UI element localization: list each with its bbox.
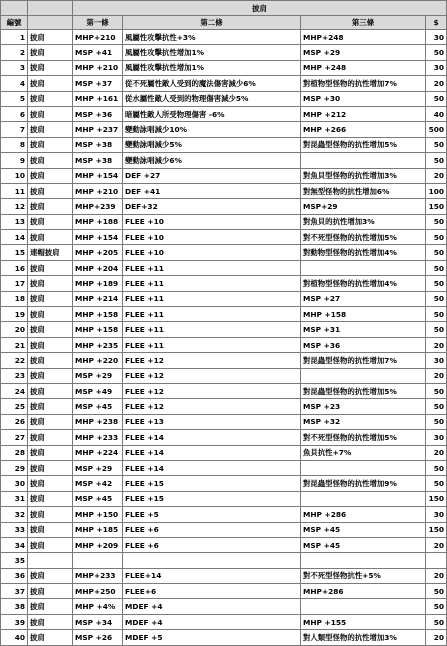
item-type-cell: 披肩 bbox=[28, 322, 73, 337]
price-cell: 50 bbox=[426, 153, 447, 168]
stat-first-cell: MHP +154 bbox=[73, 230, 123, 245]
stat-second-cell bbox=[123, 553, 301, 568]
stat-first-cell: MHP +224 bbox=[73, 445, 123, 460]
stat-third-cell: MHP +212 bbox=[301, 106, 426, 121]
item-type-cell: 披肩 bbox=[28, 630, 73, 645]
item-type-cell: 披肩 bbox=[28, 45, 73, 60]
stat-first-cell: MHP +204 bbox=[73, 260, 123, 275]
table-row bbox=[1, 507, 447, 522]
price-cell: 20 bbox=[426, 445, 447, 460]
table-row bbox=[1, 630, 447, 645]
table-row bbox=[1, 584, 447, 599]
price-cell: 50 bbox=[426, 137, 447, 152]
row-id-cell: 35 bbox=[1, 553, 28, 568]
row-id-cell: 23 bbox=[1, 368, 28, 383]
stat-second-cell: FLEE +13 bbox=[123, 414, 301, 429]
table-row bbox=[1, 460, 447, 475]
item-type-cell: 披肩 bbox=[28, 445, 73, 460]
price-cell: 50 bbox=[426, 584, 447, 599]
header-third-line: 第三條 bbox=[301, 16, 426, 30]
row-id-cell: 25 bbox=[1, 399, 28, 414]
item-type-cell: 披肩 bbox=[28, 137, 73, 152]
price-cell: 20 bbox=[426, 630, 447, 645]
stat-first-cell: MSP +36 bbox=[73, 106, 123, 121]
stat-second-cell: FLEE +10 bbox=[123, 230, 301, 245]
stat-first-cell: MHP +220 bbox=[73, 353, 123, 368]
table-row bbox=[1, 291, 447, 306]
item-type-cell: 披肩 bbox=[28, 153, 73, 168]
table-row bbox=[1, 383, 447, 398]
price-cell: 150 bbox=[426, 491, 447, 506]
stat-second-cell: FLEE +6 bbox=[123, 522, 301, 537]
item-type-cell: 披肩 bbox=[28, 430, 73, 445]
stat-second-cell: FLEE+14 bbox=[123, 568, 301, 583]
price-cell: 100 bbox=[426, 183, 447, 198]
stat-third-cell: MHP+286 bbox=[301, 584, 426, 599]
stat-first-cell: MHP +154 bbox=[73, 168, 123, 183]
row-id-cell: 9 bbox=[1, 153, 28, 168]
price-cell: 50 bbox=[426, 260, 447, 275]
row-id-cell: 32 bbox=[1, 507, 28, 522]
price-cell: 50 bbox=[426, 414, 447, 429]
row-id-cell: 36 bbox=[1, 568, 28, 583]
stat-third-cell: MHP +266 bbox=[301, 122, 426, 137]
stat-first-cell: MSP +29 bbox=[73, 368, 123, 383]
stat-second-cell: FLEE +12 bbox=[123, 353, 301, 368]
price-cell: 50 bbox=[426, 383, 447, 398]
stat-first-cell: MHP +210 bbox=[73, 183, 123, 198]
item-type-cell: 披肩 bbox=[28, 399, 73, 414]
item-type-cell: 披肩 bbox=[28, 307, 73, 322]
stat-first-cell: MHP+239 bbox=[73, 199, 123, 214]
stat-second-cell: FLEE+6 bbox=[123, 584, 301, 599]
table-row bbox=[1, 137, 447, 152]
stat-first-cell: MHP +158 bbox=[73, 307, 123, 322]
stat-first-cell: MSP +49 bbox=[73, 383, 123, 398]
header-type bbox=[28, 16, 73, 30]
stat-first-cell: MHP +158 bbox=[73, 322, 123, 337]
row-id-cell: 17 bbox=[1, 276, 28, 291]
stat-second-cell: DEF+32 bbox=[123, 199, 301, 214]
stat-third-cell: 對無型怪物的抗性增加6% bbox=[301, 183, 426, 198]
price-cell: 20 bbox=[426, 568, 447, 583]
stat-second-cell: 從不死屬性敵人受到的魔法傷害減少6% bbox=[123, 76, 301, 91]
item-type-cell: 披肩 bbox=[28, 568, 73, 583]
table-row bbox=[1, 30, 447, 45]
table-row bbox=[1, 260, 447, 275]
price-cell: 50 bbox=[426, 599, 447, 614]
stat-second-cell: FLEE +11 bbox=[123, 307, 301, 322]
stat-second-cell: FLEE +11 bbox=[123, 260, 301, 275]
stat-first-cell: MHP +209 bbox=[73, 537, 123, 552]
price-cell: 50 bbox=[426, 214, 447, 229]
row-id-cell: 21 bbox=[1, 337, 28, 352]
stat-third-cell: MSP +36 bbox=[301, 337, 426, 352]
row-id-cell: 12 bbox=[1, 199, 28, 214]
row-id-cell: 29 bbox=[1, 460, 28, 475]
price-cell: 30 bbox=[426, 507, 447, 522]
stat-second-cell: 暗屬性敵人所受物理傷害 -6% bbox=[123, 106, 301, 121]
stat-third-cell: 對昆蟲型怪物的抗性增加5% bbox=[301, 137, 426, 152]
stat-third-cell bbox=[301, 153, 426, 168]
item-type-cell: 披肩 bbox=[28, 368, 73, 383]
blank-header-cell bbox=[28, 1, 73, 16]
stat-first-cell: MHP +237 bbox=[73, 122, 123, 137]
stat-second-cell: FLEE +15 bbox=[123, 476, 301, 491]
stat-first-cell: MHP +150 bbox=[73, 507, 123, 522]
row-id-cell: 8 bbox=[1, 137, 28, 152]
item-type-cell: 披肩 bbox=[28, 91, 73, 106]
price-cell: 150 bbox=[426, 199, 447, 214]
table-row bbox=[1, 430, 447, 445]
stat-second-cell: FLEE +11 bbox=[123, 337, 301, 352]
item-type-cell: 披肩 bbox=[28, 460, 73, 475]
price-cell: 30 bbox=[426, 430, 447, 445]
stat-first-cell: MHP +210 bbox=[73, 60, 123, 75]
row-id-cell: 18 bbox=[1, 291, 28, 306]
item-type-cell: 披肩 bbox=[28, 199, 73, 214]
item-type-cell: 披肩 bbox=[28, 507, 73, 522]
stat-first-cell: MSP +41 bbox=[73, 45, 123, 60]
stat-second-cell: FLEE +10 bbox=[123, 214, 301, 229]
row-id-cell: 27 bbox=[1, 430, 28, 445]
stat-second-cell: MDEF +5 bbox=[123, 630, 301, 645]
item-type-cell: 披肩 bbox=[28, 168, 73, 183]
row-id-cell: 14 bbox=[1, 230, 28, 245]
row-id-cell: 15 bbox=[1, 245, 28, 260]
stat-first-cell: MSP +38 bbox=[73, 137, 123, 152]
stat-first-cell: MHP +238 bbox=[73, 414, 123, 429]
stat-third-cell: MSP +32 bbox=[301, 414, 426, 429]
stat-third-cell bbox=[301, 491, 426, 506]
price-cell: 50 bbox=[426, 276, 447, 291]
stat-second-cell: FLEE +5 bbox=[123, 507, 301, 522]
stat-third-cell bbox=[301, 599, 426, 614]
price-cell: 20 bbox=[426, 537, 447, 552]
row-id-cell: 3 bbox=[1, 60, 28, 75]
item-type-cell: 披肩 bbox=[28, 614, 73, 629]
item-type-cell: 披肩 bbox=[28, 76, 73, 91]
stat-third-cell: MSP +45 bbox=[301, 522, 426, 537]
price-cell: 20 bbox=[426, 168, 447, 183]
stat-third-cell: MSP +30 bbox=[301, 91, 426, 106]
stat-third-cell bbox=[301, 553, 426, 568]
stat-third-cell: 對植物型怪物的抗性增加7% bbox=[301, 76, 426, 91]
table-row bbox=[1, 414, 447, 429]
stat-second-cell: 變動詠唱減少10% bbox=[123, 122, 301, 137]
table-row bbox=[1, 214, 447, 229]
stat-third-cell: 對昆蟲型怪物的抗性增加7% bbox=[301, 353, 426, 368]
row-id-cell: 11 bbox=[1, 183, 28, 198]
price-cell: 30 bbox=[426, 60, 447, 75]
table-row bbox=[1, 276, 447, 291]
stat-first-cell: MHP+210 bbox=[73, 30, 123, 45]
price-cell: 50 bbox=[426, 460, 447, 475]
stat-second-cell: FLEE +12 bbox=[123, 383, 301, 398]
row-id-cell: 37 bbox=[1, 584, 28, 599]
table-body bbox=[1, 30, 447, 646]
row-id-cell: 31 bbox=[1, 491, 28, 506]
item-type-cell: 披肩 bbox=[28, 383, 73, 398]
stat-third-cell: 對植物型怪物的抗性增加4% bbox=[301, 276, 426, 291]
item-type-cell: 連帽披肩 bbox=[28, 245, 73, 260]
stat-first-cell: MSP +42 bbox=[73, 476, 123, 491]
stat-third-cell: MHP +286 bbox=[301, 507, 426, 522]
row-id-cell: 19 bbox=[1, 307, 28, 322]
price-cell: 50 bbox=[426, 307, 447, 322]
stat-third-cell: 對魚貝的抗性增加3% bbox=[301, 214, 426, 229]
stat-third-cell: MSP +45 bbox=[301, 537, 426, 552]
row-id-cell: 6 bbox=[1, 106, 28, 121]
price-cell: 30 bbox=[426, 353, 447, 368]
stat-third-cell: MHP+248 bbox=[301, 30, 426, 45]
table-row bbox=[1, 230, 447, 245]
table-row bbox=[1, 45, 447, 60]
stat-second-cell: 風屬性攻擊抗性增加1% bbox=[123, 45, 301, 60]
row-id-cell: 10 bbox=[1, 168, 28, 183]
row-id-cell: 2 bbox=[1, 45, 28, 60]
header-price: $ bbox=[426, 16, 447, 30]
stat-third-cell: 對人類型怪物的抗性增加3% bbox=[301, 630, 426, 645]
row-id-cell: 30 bbox=[1, 476, 28, 491]
stat-third-cell: 對不死型怪物的抗性增加5% bbox=[301, 430, 426, 445]
table-row bbox=[1, 245, 447, 260]
item-type-cell: 披肩 bbox=[28, 214, 73, 229]
item-type-cell: 披肩 bbox=[28, 106, 73, 121]
stat-third-cell: MHP +248 bbox=[301, 60, 426, 75]
stat-third-cell: 魚貝抗性+7% bbox=[301, 445, 426, 460]
stat-second-cell: 風屬性攻擊抗性+3% bbox=[123, 30, 301, 45]
row-id-cell: 34 bbox=[1, 537, 28, 552]
table-row bbox=[1, 122, 447, 137]
price-cell: 20 bbox=[426, 368, 447, 383]
stat-second-cell: FLEE +12 bbox=[123, 368, 301, 383]
stat-third-cell: MSP+29 bbox=[301, 199, 426, 214]
row-id-cell: 20 bbox=[1, 322, 28, 337]
price-cell: 50 bbox=[426, 91, 447, 106]
price-cell: 20 bbox=[426, 337, 447, 352]
stat-first-cell: MSP +37 bbox=[73, 76, 123, 91]
price-cell: 40 bbox=[426, 106, 447, 121]
stat-third-cell: 對不死型怪物抗性+5% bbox=[301, 568, 426, 583]
price-cell: 50 bbox=[426, 291, 447, 306]
item-type-cell: 披肩 bbox=[28, 522, 73, 537]
stat-third-cell bbox=[301, 260, 426, 275]
stat-first-cell: MSP +45 bbox=[73, 491, 123, 506]
stat-second-cell: FLEE +15 bbox=[123, 491, 301, 506]
header-id: 編號 bbox=[1, 16, 28, 30]
stat-second-cell: FLEE +10 bbox=[123, 245, 301, 260]
stat-third-cell: MSP +27 bbox=[301, 291, 426, 306]
item-type-cell: 披肩 bbox=[28, 599, 73, 614]
price-cell: 50 bbox=[426, 399, 447, 414]
row-id-cell: 39 bbox=[1, 614, 28, 629]
stat-second-cell: FLEE +11 bbox=[123, 291, 301, 306]
stat-second-cell: FLEE +11 bbox=[123, 276, 301, 291]
table-row bbox=[1, 168, 447, 183]
price-cell: 50 bbox=[426, 322, 447, 337]
stat-first-cell: MSP +34 bbox=[73, 614, 123, 629]
item-type-cell: 披肩 bbox=[28, 276, 73, 291]
stat-first-cell: MHP +214 bbox=[73, 291, 123, 306]
row-id-cell: 1 bbox=[1, 30, 28, 45]
table-row bbox=[1, 60, 447, 75]
row-id-cell: 22 bbox=[1, 353, 28, 368]
stat-third-cell: 對昆蟲型怪物的抗性增加5% bbox=[301, 383, 426, 398]
price-cell: 150 bbox=[426, 522, 447, 537]
price-cell: 50 bbox=[426, 614, 447, 629]
stat-third-cell: 對不死型怪物的抗性增加5% bbox=[301, 230, 426, 245]
row-id-cell: 38 bbox=[1, 599, 28, 614]
row-id-cell: 16 bbox=[1, 260, 28, 275]
table-row bbox=[1, 491, 447, 506]
item-type-cell: 披肩 bbox=[28, 122, 73, 137]
stat-second-cell: FLEE +14 bbox=[123, 430, 301, 445]
stat-third-cell bbox=[301, 368, 426, 383]
stat-second-cell: 變動詠唱減少6% bbox=[123, 153, 301, 168]
stat-first-cell: MSP +26 bbox=[73, 630, 123, 645]
item-type-cell: 披肩 bbox=[28, 491, 73, 506]
item-type-cell: 披肩 bbox=[28, 230, 73, 245]
stat-first-cell: MHP +205 bbox=[73, 245, 123, 260]
item-type-cell: 披肩 bbox=[28, 30, 73, 45]
stat-first-cell: MHP +161 bbox=[73, 91, 123, 106]
stat-second-cell: 從水屬性敵人受到的物理傷害減少5% bbox=[123, 91, 301, 106]
price-cell: 50 bbox=[426, 245, 447, 260]
price-cell: 50 bbox=[426, 230, 447, 245]
table-row bbox=[1, 614, 447, 629]
row-id-cell: 13 bbox=[1, 214, 28, 229]
stat-third-cell: MHP +155 bbox=[301, 614, 426, 629]
row-id-cell: 24 bbox=[1, 383, 28, 398]
price-cell: 50 bbox=[426, 476, 447, 491]
table-row bbox=[1, 399, 447, 414]
stat-third-cell bbox=[301, 460, 426, 475]
category-header: 披肩 bbox=[73, 1, 447, 16]
table-row bbox=[1, 522, 447, 537]
table-row bbox=[1, 106, 447, 121]
stat-second-cell: FLEE +14 bbox=[123, 445, 301, 460]
table-row bbox=[1, 76, 447, 91]
row-id-cell: 7 bbox=[1, 122, 28, 137]
stat-first-cell bbox=[73, 553, 123, 568]
stat-first-cell: MSP +45 bbox=[73, 399, 123, 414]
stat-second-cell: DEF +27 bbox=[123, 168, 301, 183]
stat-third-cell: 對昆蟲型怪物的抗性增加9% bbox=[301, 476, 426, 491]
price-cell: 500 bbox=[426, 122, 447, 137]
stat-second-cell: FLEE +12 bbox=[123, 399, 301, 414]
stat-second-cell: FLEE +6 bbox=[123, 537, 301, 552]
stat-second-cell: MDEF +4 bbox=[123, 599, 301, 614]
stat-third-cell: MSP +29 bbox=[301, 45, 426, 60]
table-row bbox=[1, 599, 447, 614]
stat-first-cell: MHP +189 bbox=[73, 276, 123, 291]
stat-second-cell: FLEE +14 bbox=[123, 460, 301, 475]
table-row bbox=[1, 91, 447, 106]
stat-third-cell: MSP +23 bbox=[301, 399, 426, 414]
blank-header-cell bbox=[1, 1, 28, 16]
stat-first-cell: MHP+250 bbox=[73, 584, 123, 599]
stat-first-cell: MHP +233 bbox=[73, 430, 123, 445]
stat-first-cell: MHP +188 bbox=[73, 214, 123, 229]
table-row bbox=[1, 553, 447, 568]
row-id-cell: 28 bbox=[1, 445, 28, 460]
row-id-cell: 33 bbox=[1, 522, 28, 537]
stat-second-cell: 變動詠唱減少5% bbox=[123, 137, 301, 152]
table-row bbox=[1, 337, 447, 352]
item-type-cell: 披肩 bbox=[28, 337, 73, 352]
header-second-line: 第二條 bbox=[123, 16, 301, 30]
price-cell: 30 bbox=[426, 30, 447, 45]
stat-third-cell: 對動物型怪物的抗性增加4% bbox=[301, 245, 426, 260]
price-cell bbox=[426, 553, 447, 568]
header-first-line: 第一條 bbox=[73, 16, 123, 30]
item-type-cell: 披肩 bbox=[28, 260, 73, 275]
table-row bbox=[1, 476, 447, 491]
price-cell: 50 bbox=[426, 45, 447, 60]
stat-first-cell: MHP +235 bbox=[73, 337, 123, 352]
stat-first-cell: MHP+233 bbox=[73, 568, 123, 583]
stat-third-cell: MSP +31 bbox=[301, 322, 426, 337]
table-row bbox=[1, 368, 447, 383]
item-type-cell: 披肩 bbox=[28, 476, 73, 491]
item-type-cell bbox=[28, 553, 73, 568]
stat-first-cell: MSP +29 bbox=[73, 460, 123, 475]
stat-third-cell: MHP +158 bbox=[301, 307, 426, 322]
item-type-cell: 披肩 bbox=[28, 537, 73, 552]
table-header-row bbox=[1, 16, 447, 30]
table-row bbox=[1, 445, 447, 460]
price-cell: 20 bbox=[426, 76, 447, 91]
table-row bbox=[1, 199, 447, 214]
table-category-row bbox=[1, 1, 447, 16]
row-id-cell: 4 bbox=[1, 76, 28, 91]
table-row bbox=[1, 307, 447, 322]
stat-second-cell: MDEF +4 bbox=[123, 614, 301, 629]
table-row bbox=[1, 537, 447, 552]
table-row bbox=[1, 568, 447, 583]
row-id-cell: 26 bbox=[1, 414, 28, 429]
table-row bbox=[1, 322, 447, 337]
item-type-cell: 披肩 bbox=[28, 414, 73, 429]
item-type-cell: 披肩 bbox=[28, 291, 73, 306]
row-id-cell: 40 bbox=[1, 630, 28, 645]
stat-third-cell: 對魚貝型怪物的抗性增加3% bbox=[301, 168, 426, 183]
table-row bbox=[1, 183, 447, 198]
table-row bbox=[1, 153, 447, 168]
table-row bbox=[1, 353, 447, 368]
stat-second-cell: FLEE +11 bbox=[123, 322, 301, 337]
item-type-cell: 披肩 bbox=[28, 584, 73, 599]
stat-second-cell: 風屬性攻擊抗性增加1% bbox=[123, 60, 301, 75]
stat-first-cell: MSP +38 bbox=[73, 153, 123, 168]
stat-first-cell: MHP +4% bbox=[73, 599, 123, 614]
stat-second-cell: DEF +41 bbox=[123, 183, 301, 198]
row-id-cell: 5 bbox=[1, 91, 28, 106]
item-type-cell: 披肩 bbox=[28, 183, 73, 198]
item-type-cell: 披肩 bbox=[28, 60, 73, 75]
item-type-cell: 披肩 bbox=[28, 353, 73, 368]
stat-first-cell: MHP +185 bbox=[73, 522, 123, 537]
